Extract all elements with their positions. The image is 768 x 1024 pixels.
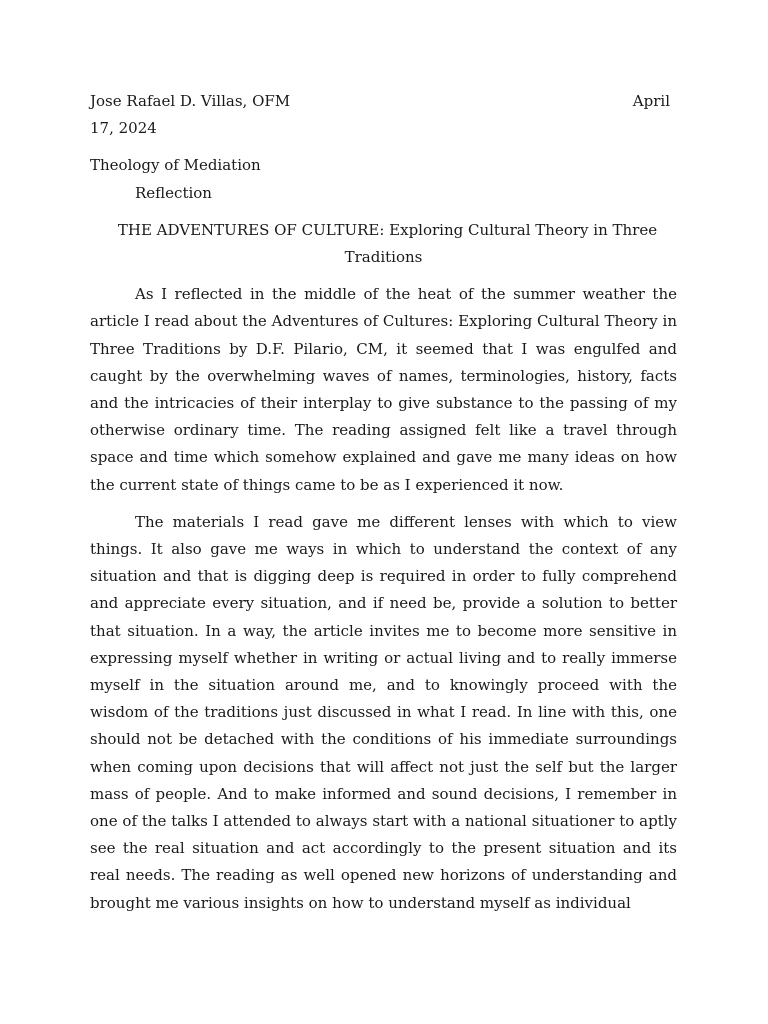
- course-name: Theology of Mediation: [90, 156, 261, 175]
- course-block: [90, 152, 677, 206]
- body-paragraph-2: The materials I read gave me different lenses with which to view things. It also gave me ways in which to understand the context of any situation and that is digging deep is required in order to fully comprehend and appreciate every situation, and if need be, provide a solution to better that situation. In a way, the article invites me to become more sensitive in expressing myself whether in writing or actual living and to really immerse myself in the situation around me, and to knowingly proceed with the wisdom of the traditions just discussed in what I read. In line with this, one should not be detached with the conditions of his immediate surroundings when coming upon decisions that will affect not just the self but the larger mass of people. And to make informed and sound decisions, I remember in one of the talks I attended to always start with a national situationer to aptly see the real situation and act accordingly to the present situation and its real needs. The reading as well opened new horizons of understanding and brought me various insights on how to understand myself as individual: [90, 512, 677, 912]
- document-page: [90, 88, 677, 917]
- author-name: Jose Rafael D. Villas, OFM: [90, 92, 291, 110]
- title-line-2: Traditions: [344, 247, 423, 266]
- date-day-year: 17, 2024: [90, 119, 157, 138]
- paper-title: [90, 217, 677, 271]
- body-paragraph-1: As I reflected in the middle of the heat of the summer weather the article I read about the Adventures of Cultures: Exploring Cultural Theory in Three Traditions by D.F. Pilario, CM, it seemed that I was engulfed and caught by the overwhelming waves of names, terminologies, history, facts and the intricacies of their interplay to give substance to the passing of my otherwise ordinary time. The reading assigned felt like a travel through space and time which somehow explained and gave me many ideas on how the current state of things came to be as I experienced it now.: [90, 285, 677, 494]
- paper-type: Reflection: [135, 183, 212, 202]
- title-line-1: THE ADVENTURES OF CULTURE: Exploring Cultural Theory in Three: [117, 220, 658, 239]
- date-month: April: [632, 92, 670, 110]
- author-date-line: [90, 88, 677, 115]
